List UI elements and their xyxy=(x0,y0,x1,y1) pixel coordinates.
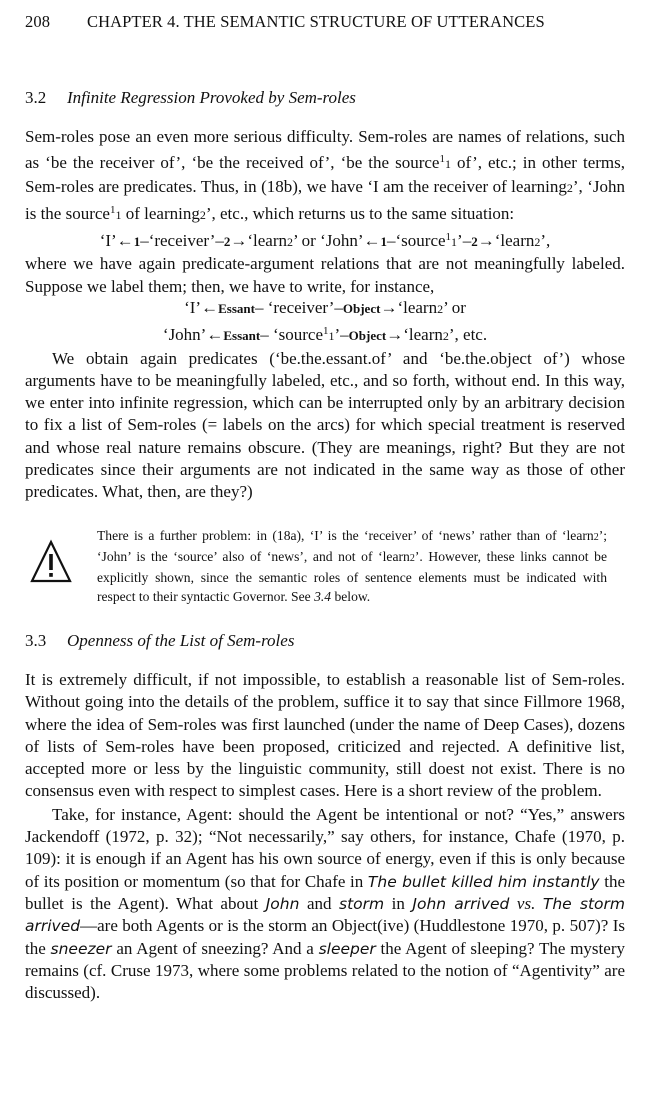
formula-3: ‘John’←Essant– ‘source$^1$1’–Object→‘learn2’, etc. xyxy=(162,324,488,344)
paragraph: We obtain again predicates (‘be.the.essant.of’ and ‘be.the.object of’) whose arguments have to be meaningfully labeled, etc., and so forth, without end. In this way, we enter into infinite regression, which can be interrupted only by an arbitrary decision to fix a list of Sem-roles (= labels on the arcs) for which special treatment is reserved and whose real nature remains obscure. (They are meanings, right? But they are not predicates since their arguments are not indicated in the same way as those of other predicates. What, then, are they?) xyxy=(25,348,625,502)
section-number: 3.3 xyxy=(25,631,47,650)
formula-1: ‘I’←1–‘receiver’–2→‘learn2’ or ‘John’←1–‘source$^1$1’–2→‘learn2’, xyxy=(99,231,551,251)
section-title: Infinite Regression Provoked by Sem-roles xyxy=(67,88,356,107)
section-3-2-body xyxy=(25,126,625,504)
paragraph: Sem-roles pose an even more serious difficulty. Sem-roles are names of relations, such as ‘be the receiver of’, ‘be the received of’, ‘be the source$^1$1 of’, etc.; in other terms, Sem-roles are predicates. Thus, in (18b), we have ‘I am the receiver of learning2’, ‘John is the source$^1$1 of learning2’, etc., which returns us to the same situation: xyxy=(25,127,625,223)
page-number: 208 xyxy=(25,12,51,31)
section-3-2-heading xyxy=(25,88,356,108)
paragraph: Take, for instance, Agent: should the Agent be intentional or not? “Yes,” answers Jackendoff (1972, p. 32); “Not necessarily,” say others, for instance, Chafe (1970, p. 109): it is enough if an Agent has his own source of energy, even if this is only because of its position or momentum (so that for Chafe in The bullet killed him instantly the bullet is the Agent). What about John and storm in John arrived vs. The storm arrived—are both Agents or is the storm an Object(ive) (Huddlestone 1970, p. 507)? Is the sneezer an Agent of sneezing? And a sleeper the Agent of sleeping? The mystery remains (cf. Cruse 1973, where some problems related to the notion of “Agentivity” are discussed). xyxy=(25,804,625,1003)
chapter-title: CHAPTER 4. THE SEMANTIC STRUCTURE OF UTTERANCES xyxy=(87,12,545,31)
running-head xyxy=(25,12,545,32)
warning-icon xyxy=(29,539,73,585)
section-3-3-body xyxy=(25,669,625,1004)
paragraph: where we have again predicate-argument relations that are not meaningfully labeled. Suppose we label them; then, we have to write, for instance, xyxy=(25,254,625,296)
warning-note: There is a further problem: in (18a), ‘I’ is the ‘receiver’ of ‘news’ rather than of ‘learn2’; ‘John’ is the ‘source’ also of ‘news’, and not of ‘learn2’. However, these links cannot be explicitly shown, since the semantic roles of sentence elements must be indicated with respect to their syntactic Governor. See 3.4 below. xyxy=(97,528,607,604)
section-title: Openness of the List of Sem-roles xyxy=(67,631,295,650)
section-number: 3.2 xyxy=(25,88,47,107)
section-3-3-heading xyxy=(25,631,294,651)
formula-2: ‘I’←Essant– ‘receiver’–Object→‘learn2’ or xyxy=(184,298,466,318)
paragraph: It is extremely difficult, if not impossible, to establish a reasonable list of Sem-roles. Without going into the details of the problem, suffice it to say that since Fillmore 1968, where the idea of Sem-roles was first launched (under the name of Deep Cases), dozens of lists of Sem-roles have been proposed, criticized and rejected. A definitive list, accepted more or less by the linguistic community, still doest not exist. There is no consensus even with respect to simplest cases. Here is a short review of the problem. xyxy=(25,670,625,801)
